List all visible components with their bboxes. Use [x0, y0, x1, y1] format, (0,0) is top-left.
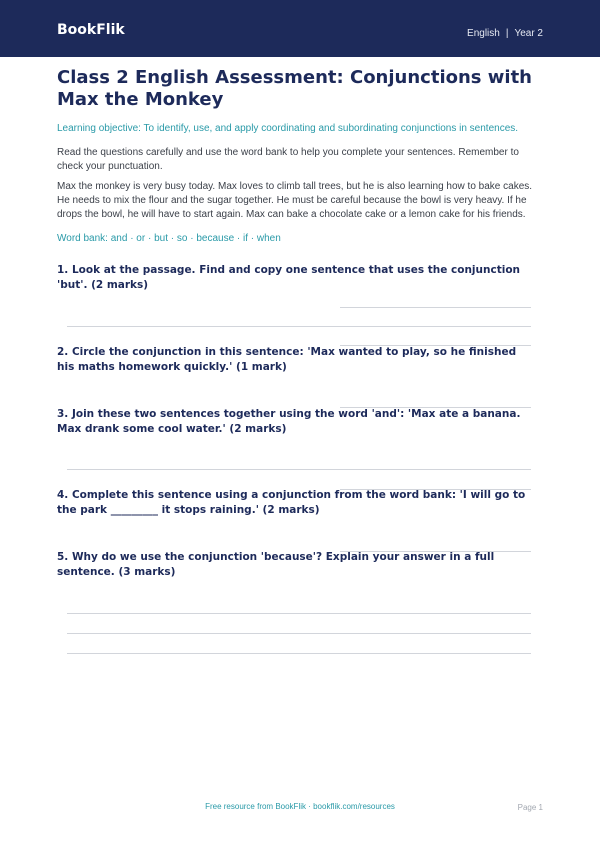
- year-label: Year 2: [514, 28, 543, 39]
- reading-passage: Max the monkey is very busy today. Max loves to climb tall trees, but he is also learning how to bake cakes. He needs to mix the flour and the sugar together. He must be careful because the bowl is very heavy. If he drops the bowl, he will have to start again. Max can bake a chocolate cake or a lemon cake for his friends.: [57, 181, 533, 220]
- answer-line[interactable]: [67, 613, 531, 614]
- question-4: 4. Complete this sentence using a conjunction from the word bank: 'I will go to the park _________ it stops raining.' (2 marks): [57, 489, 526, 516]
- word-bank: Word bank: and · or · but · so · because · if · when: [57, 233, 281, 244]
- learning-objective: Learning objective: To identify, use, and apply coordinating and subordinating conjunctions in sentences.: [57, 123, 519, 134]
- question-3: 3. Join these two sentences together using the word 'and': 'Max ate a banana. Max drank some cool water.' (2 marks): [57, 408, 521, 435]
- meta-separator: |: [505, 28, 509, 39]
- instructions-text: Read the questions carefully and use the word bank to help you complete your sentences. Remember to check your punctuation.: [57, 147, 519, 172]
- subject-label: English: [467, 28, 500, 39]
- site-header: [0, 0, 600, 57]
- answer-line[interactable]: [67, 633, 531, 634]
- worksheet-title: Class 2 English Assessment: Conjunctions with Max the Monkey: [57, 67, 532, 110]
- question-1: 1. Look at the passage. Find and copy one sentence that uses the conjunction 'but'. (2 marks): [57, 264, 521, 291]
- question-divider: [340, 307, 531, 308]
- answer-line[interactable]: [67, 469, 531, 470]
- answer-line[interactable]: [67, 653, 531, 654]
- question-5: 5. Why do we use the conjunction 'because'? Explain your answer in a full sentence. (3 marks): [57, 551, 495, 578]
- header-meta: [467, 28, 543, 39]
- question-2: 2. Circle the conjunction in this sentence: 'Max wanted to play, so he finished his maths homework quickly.' (1 mark): [57, 346, 517, 373]
- answer-line[interactable]: [67, 326, 531, 327]
- brand-logo[interactable]: BookFlik: [57, 22, 125, 38]
- page-number: Page 1: [517, 803, 543, 812]
- footer-credit[interactable]: Free resource from BookFlik · bookflik.com/resources: [205, 802, 395, 811]
